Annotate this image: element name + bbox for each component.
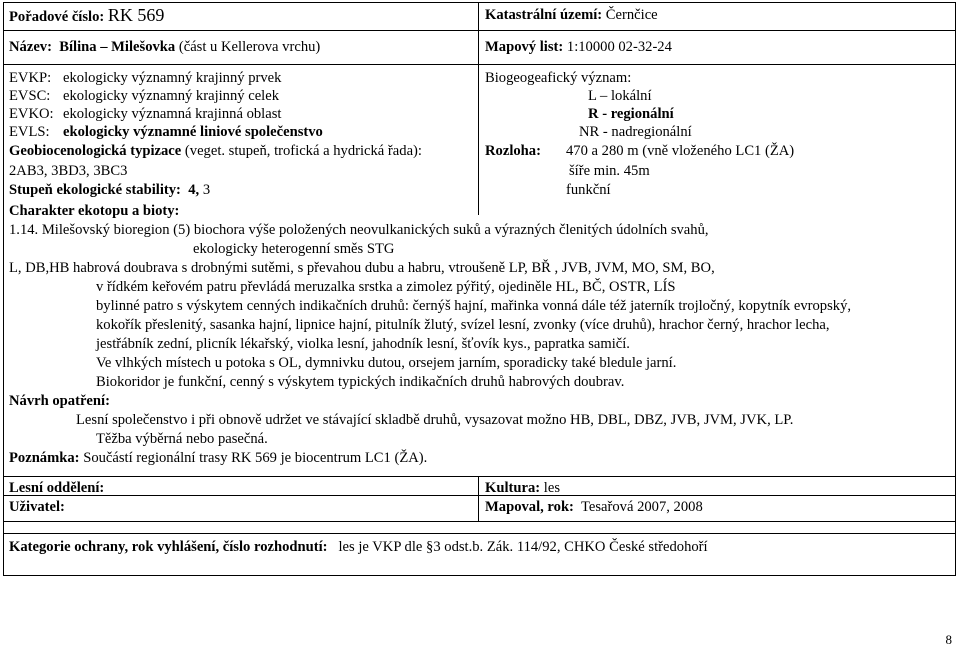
body-line: bylinné patro s výskytem cenných indikačních druhů: černýš hajní, mařinka vonná dále též jaterník trojločný, kopytník evropský,: [96, 298, 852, 314]
divider: [3, 30, 956, 31]
significance-title: Biogeogeafický význam:: [485, 70, 632, 86]
measures-line: Těžba výběrná nebo pasečná.: [96, 431, 268, 447]
geo-note: (veget. stupeň, trofická a hydrická řada):: [184, 143, 422, 159]
divider: [3, 533, 956, 534]
protection: Kategorie ochrany, rok vyhlášení, číslo rozhodnutí: les je VKP dle §3 odst.b. Zák. 114/92, CHKO České středohoří: [9, 539, 708, 555]
significance-nadregional: NR - nadregionální: [579, 124, 692, 140]
body-line: kokořík přeslenitý, sasanka hajní, lipnice hajní, pitulník žlutý, svízel lesní, zvonky (více druhů), hrachor černý, hrachor lecha,: [96, 317, 830, 333]
mapped-value: Tesařová 2007, 2008: [580, 499, 703, 515]
name-value: Bílina – Milešovka: [59, 39, 176, 55]
order-value: RK 569: [107, 5, 165, 25]
note-value: Součástí regionální trasy RK 569 je biocentrum LC1 (ŽA).: [83, 450, 428, 466]
divider: [3, 495, 956, 496]
forest-label: Lesní oddělení:: [9, 480, 105, 496]
significance-local: L – lokální: [588, 88, 652, 104]
divider: [3, 476, 956, 477]
stability: Stupeň ekologické stability: 4, 3: [9, 182, 211, 198]
cadastral-value: Černčice: [605, 7, 658, 23]
size-label: Rozloha:: [485, 143, 541, 159]
legend-evko-value: ekologicky významná krajinná oblast: [63, 106, 282, 122]
significance-regional: R - regionální: [588, 106, 674, 122]
user-label: Uživatel:: [9, 499, 65, 515]
geo-value: 2AB3, 3BD3, 3BC3: [9, 163, 128, 179]
body-line: Biokoridor je funkční, cenný s výskytem typických indikačních druhů habrových doubrav.: [96, 374, 625, 390]
legend-evkp: EVKP:: [9, 70, 52, 86]
measures-line: Lesní společenstvo i při obnově udržet ve stávající skladbě druhů, vysazovat možno HB, DBL, DBZ, JVB, JVM, JVK, LP.: [76, 412, 794, 428]
culture-value: les: [543, 480, 561, 496]
column-divider: [478, 476, 479, 521]
character-label: Charakter ekotopu a bioty:: [9, 203, 180, 219]
function-value: funkční: [566, 182, 611, 198]
width-value: šíře min. 45m: [569, 163, 650, 179]
note: Poznámka: Součástí regionální trasy RK 569 je biocentrum LC1 (ŽA).: [9, 450, 428, 466]
divider: [3, 64, 956, 65]
mapped: Mapoval, rok: Tesařová 2007, 2008: [485, 499, 703, 515]
page-number: 8: [945, 632, 952, 647]
column-divider: [478, 2, 479, 215]
stability-value: 3: [202, 182, 211, 198]
map-value: 1:10000 02-32-24: [566, 39, 672, 55]
protection-value: les je VKP dle §3 odst.b. Zák. 114/92, CHKO České středohoří: [338, 539, 708, 555]
name-note: (část u Kellerova vrchu): [178, 39, 321, 55]
measures-label: Návrh opatření:: [9, 393, 110, 409]
culture: Kultura: les: [485, 480, 561, 496]
map-sheet: Mapový list: 1:10000 02-32-24: [485, 39, 672, 55]
size-value: 470 a 280 m (vně vloženého LC1 (ŽA): [566, 143, 795, 159]
legend-evko: EVKO:: [9, 106, 54, 122]
order-label: Pořadové číslo: RK 569: [9, 5, 165, 25]
cadastral-area: Katastrální území: Černčice: [485, 7, 658, 23]
legend-evsc: EVSC:: [9, 88, 51, 104]
name-field: Název: Bílina – Milešovka (část u Kellerova vrchu): [9, 39, 321, 55]
body-line: ekologicky heterogenní směs STG: [193, 241, 395, 257]
stability-value-bold: 4,: [188, 182, 200, 198]
body-line: v řídkém keřovém patru převládá meruzalka srstka a zimolez pýřitý, ojediněle HL, BČ, OSTR, LÍS: [96, 279, 676, 295]
legend-evkp-value: ekologicky významný krajinný prvek: [63, 70, 282, 86]
divider: [3, 521, 956, 522]
body-line: jestřábník zední, plicník lékařský, violka lesní, jahodník lesní, šťovík kys., papratka samičí.: [96, 336, 630, 352]
legend-evsc-value: ekologicky významný krajinný celek: [63, 88, 279, 104]
geo-typization: Geobiocenologická typizace (veget. stupeň, trofická a hydrická řada):: [9, 143, 422, 159]
body-line: 1.14. Milešovský bioregion (5) biochora výše položených neovulkanických suků a výrazných členitých údolních svahů,: [9, 222, 709, 238]
body-line: L, DB,HB habrová doubrava s drobnými sutěmi, s převahou dubu a habru, vtroušeně LP, BŘ , JVB, JVM, MO, SM, BO,: [9, 260, 715, 276]
body-line: Ve vlhkých místech u potoka s OL, dymnivku dutou, orsejem jarním, sporadicky také bledule jarní.: [96, 355, 677, 371]
legend-evls-value: ekologicky významné liniové společenstvo: [63, 124, 323, 140]
legend-evls: EVLS:: [9, 124, 50, 140]
